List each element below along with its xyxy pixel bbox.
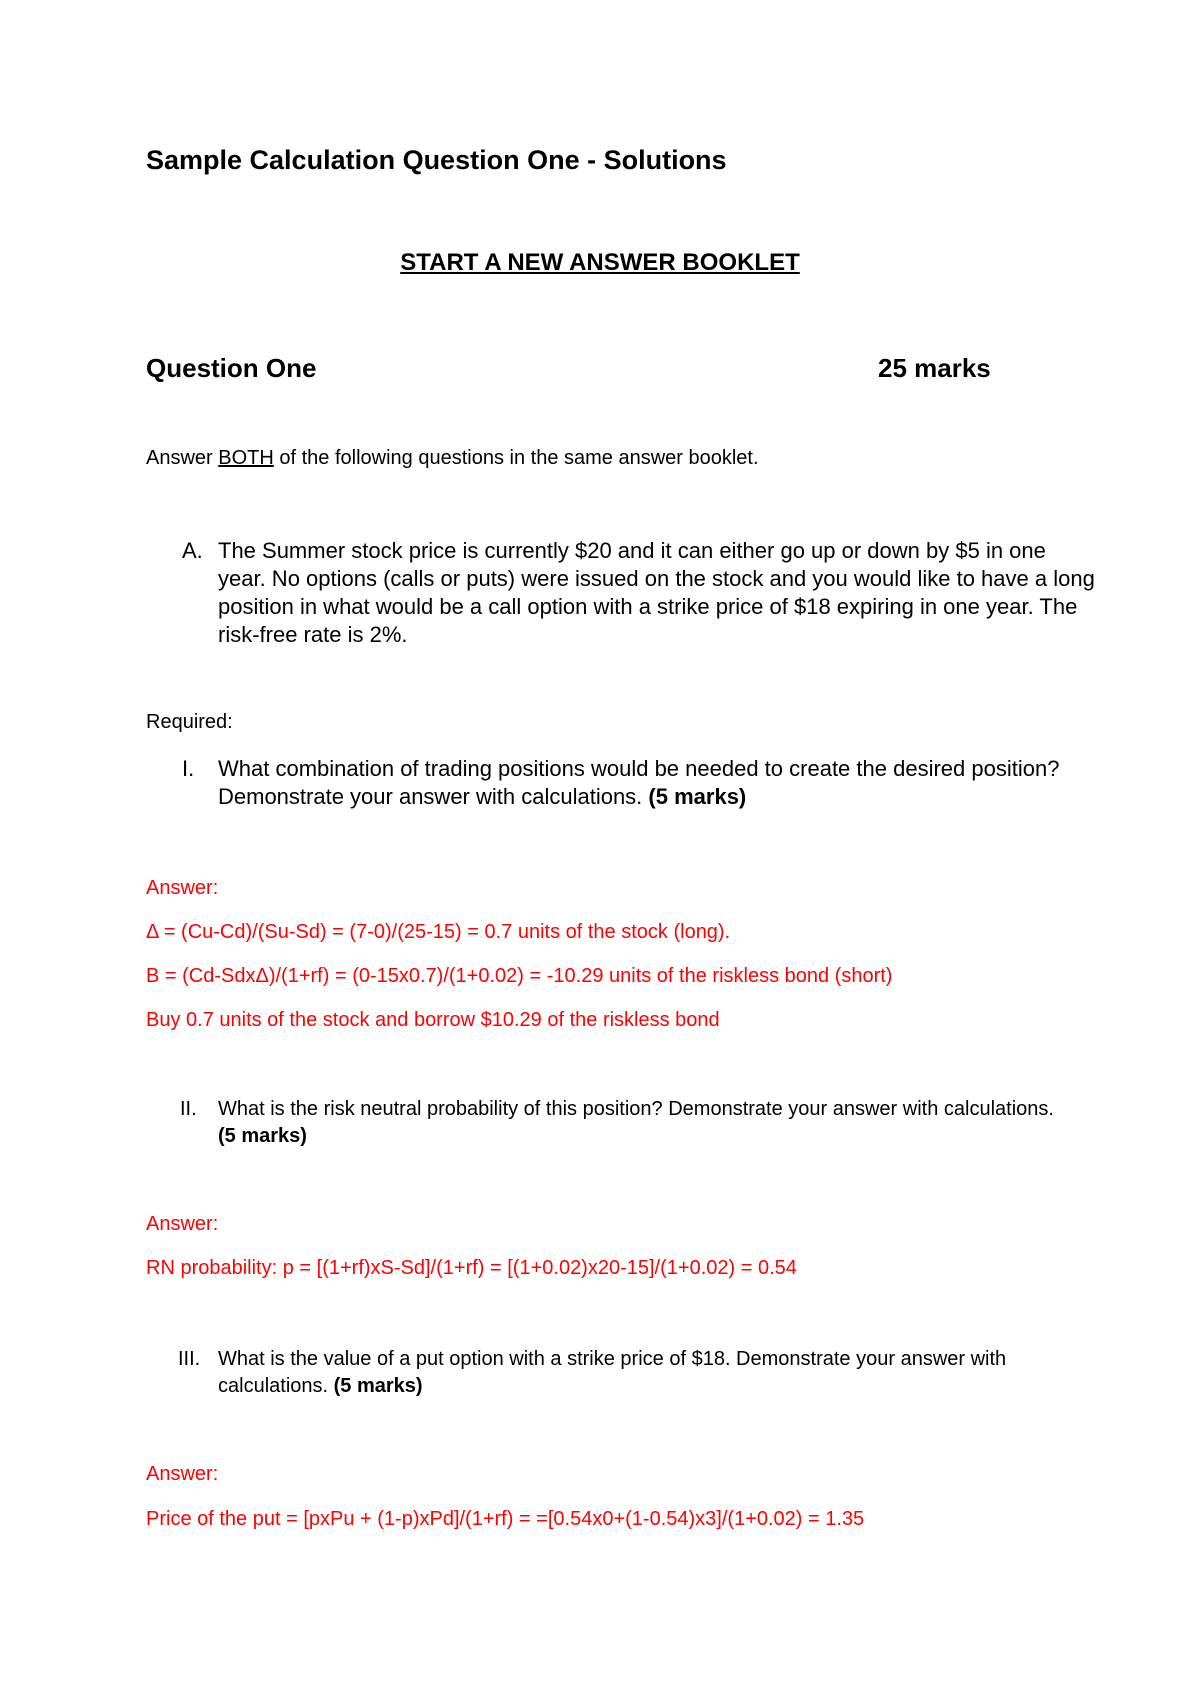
question-1-body: What combination of trading positions would be needed to create the desired position? Demonstrate your answer with calculations. [218,756,1060,809]
question-marks: 25 marks [878,353,991,383]
question-3-body: What is the value of a put option with a strike price of $18. Demonstrate your answer with calculations. [218,1348,1007,1397]
part-a-marker: A. [182,538,203,563]
question-3-text [218,1346,1078,1400]
required-label: Required: [146,711,233,733]
question-1-marker: I. [182,756,195,781]
answer-1-line-3: Buy 0.7 units of the stock and borrow $10.29 of the riskless bond [146,1009,720,1031]
answer-3-line-1: Price of the put = [pxPu + (1-p)xPd]/(1+rf) = =[0.54x0+(1-0.54)x3]/(1+0.02) = 1.35 [146,1508,865,1530]
answer-1-label: Answer: [146,877,219,899]
answer-3-label: Answer: [146,1463,219,1485]
instruction-post: of the following questions in the same answer booklet. [273,447,759,469]
part-a-text: The Summer stock price is currently $20 and it can either go up or down by $5 in one year. No options (calls or puts) were issued on the stock and you would like to have a long position in what would be a call option with a strike price of $18 expiring in one year. The risk-free rate is 2%. [218,538,1095,647]
question-1-text [218,755,1068,811]
answer-1-line-1: Δ = (Cu-Cd)/(Su-Sd) = (7-0)/(25-15) = 0.7 units of the stock (long). [146,921,731,943]
document-title: Sample Calculation Question One - Solutions [146,145,727,175]
question-2-marks: (5 marks) [218,1125,307,1147]
instruction-emphasis: BOTH [218,447,274,469]
answer-2-line-1: RN probability: p = [(1+rf)xS-Sd]/(1+rf) = [(1+0.02)x20-15]/(1+0.02) = 0.54 [146,1257,797,1279]
question-2-body: What is the risk neutral probability of this position? Demonstrate your answer with calculations. [218,1098,1054,1120]
question-2-marker: II. [180,1098,197,1120]
booklet-heading: START A NEW ANSWER BOOKLET [400,249,800,276]
question-3-marker: III. [178,1348,201,1370]
instruction-pre: Answer [146,447,219,469]
answer-2-label: Answer: [146,1213,219,1235]
question-1-marks: (5 marks) [648,784,747,809]
question-label: Question One [146,353,317,383]
question-3-marks: (5 marks) [333,1375,423,1397]
question-2-text [218,1096,1068,1150]
instruction-text [146,447,759,470]
answer-1-line-2: B = (Cd-SdxΔ)/(1+rf) = (0-15x0.7)/(1+0.02) = -10.29 units of the riskless bond (short) [146,965,893,987]
